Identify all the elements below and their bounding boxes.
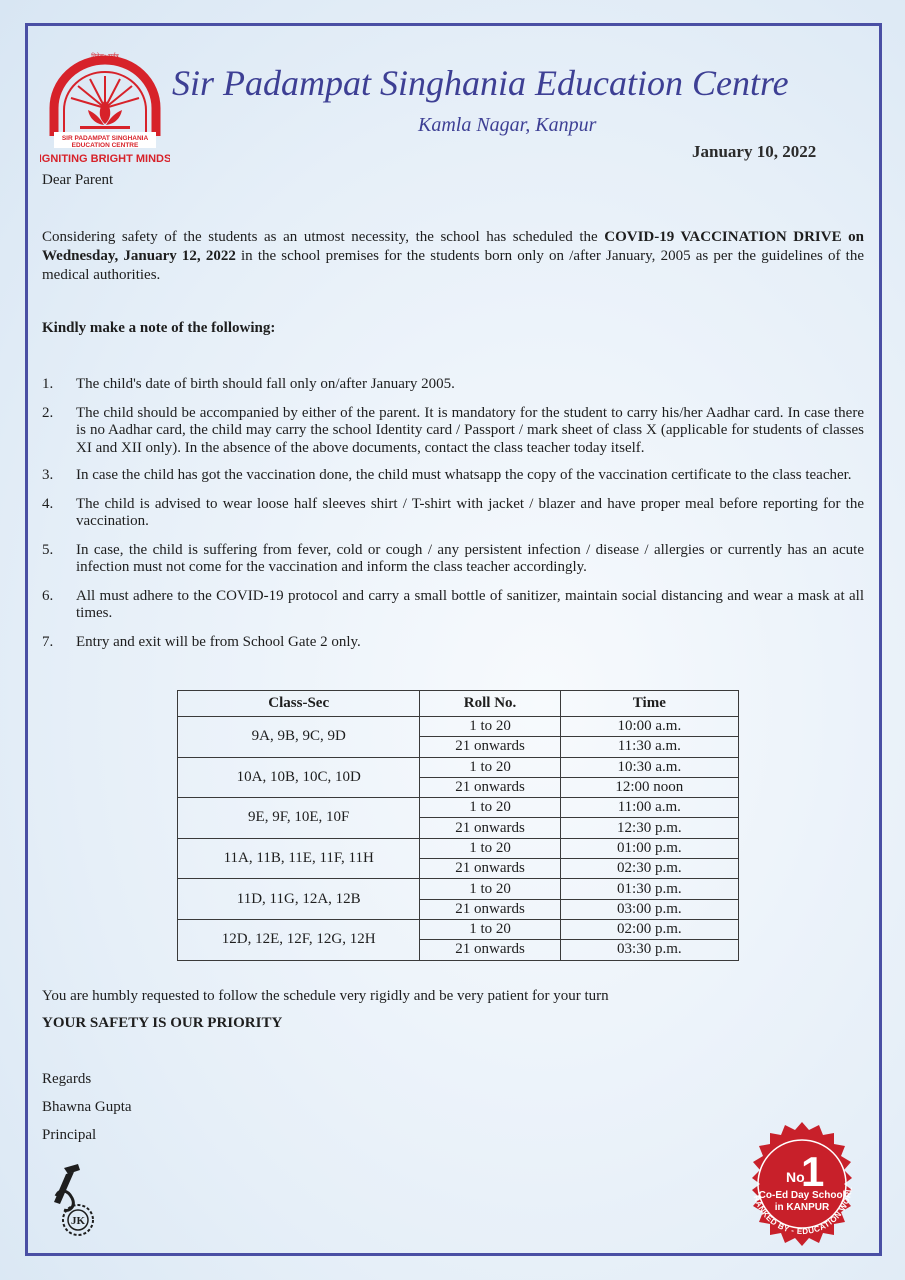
- intro-paragraph: [42, 228, 864, 285]
- roll-cell: 21 onwards: [420, 777, 560, 797]
- list-number: 7.: [42, 633, 54, 650]
- class-sec-cell: 9A, 9B, 9C, 9D: [178, 717, 420, 758]
- time-cell: 02:00 p.m.: [560, 919, 738, 939]
- list-text: Entry and exit will be from School Gate 2 only.: [76, 633, 361, 650]
- ranking-badge: [738, 1120, 866, 1248]
- roll-cell: 21 onwards: [420, 737, 560, 757]
- list-number: 3.: [42, 467, 54, 483]
- logo-tagline: IGNITING BRIGHT MINDS: [40, 153, 170, 165]
- roll-cell: 1 to 20: [420, 798, 560, 818]
- roll-cell: 1 to 20: [420, 757, 560, 777]
- class-sec-cell: 11D, 11G, 12A, 12B: [178, 879, 420, 920]
- list-item: [42, 634, 864, 652]
- list-number: 4.: [42, 495, 54, 512]
- instructions-list: [42, 376, 864, 651]
- school-name: Sir Padampat Singhania Education Centre: [172, 63, 789, 103]
- roll-cell: 1 to 20: [420, 879, 560, 899]
- table-row: [178, 757, 739, 777]
- list-text: The child should be accompanied by either of the parent. It is mandatory for the student to carry his/her Aadhar card. In case there is no Aadhar card, the child may carry the school Identity card / Passport / mark sheet of class X (applicable for students of classes XI and XII only). In the absence of the above documents, contact the class teacher today itself.: [76, 404, 864, 456]
- list-item: [42, 405, 864, 458]
- time-cell: 12:00 noon: [560, 777, 738, 797]
- list-text: The child is advised to wear loose half sleeves shirt / T-shirt with jacket / blazer and have proper meal before reporting for the vaccination.: [76, 495, 864, 529]
- list-number: 5.: [42, 541, 54, 558]
- list-number: 1.: [42, 376, 54, 392]
- list-item: [42, 496, 864, 531]
- list-item: [42, 542, 864, 577]
- vaccination-schedule-table: [177, 690, 739, 961]
- badge-line2: in KANPUR: [774, 1202, 830, 1213]
- class-sec-cell: 10A, 10B, 10C, 10D: [178, 757, 420, 798]
- intro-bold-text: COVID-19 VACCINATION DRIVE on Wednesday, January 12, 2022: [42, 229, 864, 264]
- badge-ring-text: RANKED BY - EDUCATION WORL: [751, 1186, 854, 1237]
- badge-rank-prefix: No: [786, 1169, 805, 1185]
- jk-letters: JK: [70, 1215, 86, 1227]
- roll-cell: 1 to 20: [420, 919, 560, 939]
- list-item: [42, 376, 864, 394]
- school-address: Kamla Nagar, Kanpur: [418, 114, 597, 136]
- salutation: Dear Parent: [42, 172, 114, 188]
- intro-text-2: in the school premises for the students born only on /after January, 2005 as per the guidelines of the medical authorities.: [42, 248, 864, 283]
- roll-cell: 1 to 20: [420, 838, 560, 858]
- table-row: [178, 919, 739, 939]
- time-cell: 10:30 a.m.: [560, 757, 738, 777]
- signatory-name: Bhawna Gupta: [42, 1099, 132, 1115]
- time-cell: 02:30 p.m.: [560, 859, 738, 879]
- roll-cell: 21 onwards: [420, 818, 560, 838]
- logo-name-line1: SIR PADAMPAT SINGHANIA: [61, 135, 149, 142]
- list-text: All must adhere to the COVID-19 protocol and carry a small bottle of sanitizer, maintain social distancing and wear a mask at all times.: [76, 587, 864, 621]
- time-cell: 11:30 a.m.: [560, 737, 738, 757]
- list-item: [42, 467, 864, 485]
- signatory-designation: Principal: [42, 1127, 97, 1143]
- safety-slogan: YOUR SAFETY IS OUR PRIORITY: [42, 1015, 283, 1031]
- jk-emblem: [46, 1160, 106, 1240]
- list-item: [42, 588, 864, 623]
- roll-cell: 21 onwards: [420, 940, 560, 960]
- column-header: Roll No.: [420, 691, 560, 717]
- time-cell: 11:00 a.m.: [560, 798, 738, 818]
- roll-cell: 21 onwards: [420, 899, 560, 919]
- school-logo: [40, 48, 170, 166]
- roll-cell: 21 onwards: [420, 859, 560, 879]
- regards: Regards: [42, 1071, 92, 1087]
- class-sec-cell: 12D, 12E, 12F, 12G, 12H: [178, 919, 420, 960]
- table-row: [178, 879, 739, 899]
- table-row: [178, 838, 739, 858]
- badge-line1: Co-Ed Day School: [758, 1190, 846, 1201]
- time-cell: 01:00 p.m.: [560, 838, 738, 858]
- closing-line: You are humbly requested to follow the schedule very rigidly and be very patient for your turn: [42, 988, 609, 1004]
- note-heading: Kindly make a note of the following:: [42, 320, 276, 336]
- list-text: In case, the child is suffering from fever, cold or cough / any persistent infection / disease / allergies or currently has an acute infection must not come for the vaccination and inform the class teacher accordingly.: [76, 541, 864, 575]
- time-cell: 03:30 p.m.: [560, 940, 738, 960]
- table-row: [178, 717, 739, 737]
- time-cell: 01:30 p.m.: [560, 879, 738, 899]
- list-number: 2.: [42, 404, 54, 421]
- intro-text-1: Considering safety of the students as an utmost necessity, the school has scheduled the: [42, 229, 605, 245]
- column-header: Class-Sec: [178, 691, 420, 717]
- list-text: The child's date of birth should fall only on/after January 2005.: [76, 376, 455, 392]
- class-sec-cell: 9E, 9F, 10E, 10F: [178, 798, 420, 839]
- time-cell: 03:00 p.m.: [560, 899, 738, 919]
- roll-cell: 1 to 20: [420, 717, 560, 737]
- badge-rank: 1: [801, 1148, 825, 1195]
- logo-motto: विवेक: सर्वत्र: [91, 53, 119, 60]
- letter-date: January 10, 2022: [692, 142, 817, 161]
- time-cell: 12:30 p.m.: [560, 818, 738, 838]
- logo-name-line2: EDUCATION CENTRE: [71, 142, 139, 149]
- list-number: 6.: [42, 587, 54, 604]
- list-text: In case the child has got the vaccination done, the child must whatsapp the copy of the vaccination certificate to the class teacher.: [76, 467, 852, 483]
- table-header-row: [178, 691, 739, 717]
- table-row: [178, 798, 739, 818]
- class-sec-cell: 11A, 11B, 11E, 11F, 11H: [178, 838, 420, 879]
- column-header: Time: [560, 691, 738, 717]
- time-cell: 10:00 a.m.: [560, 717, 738, 737]
